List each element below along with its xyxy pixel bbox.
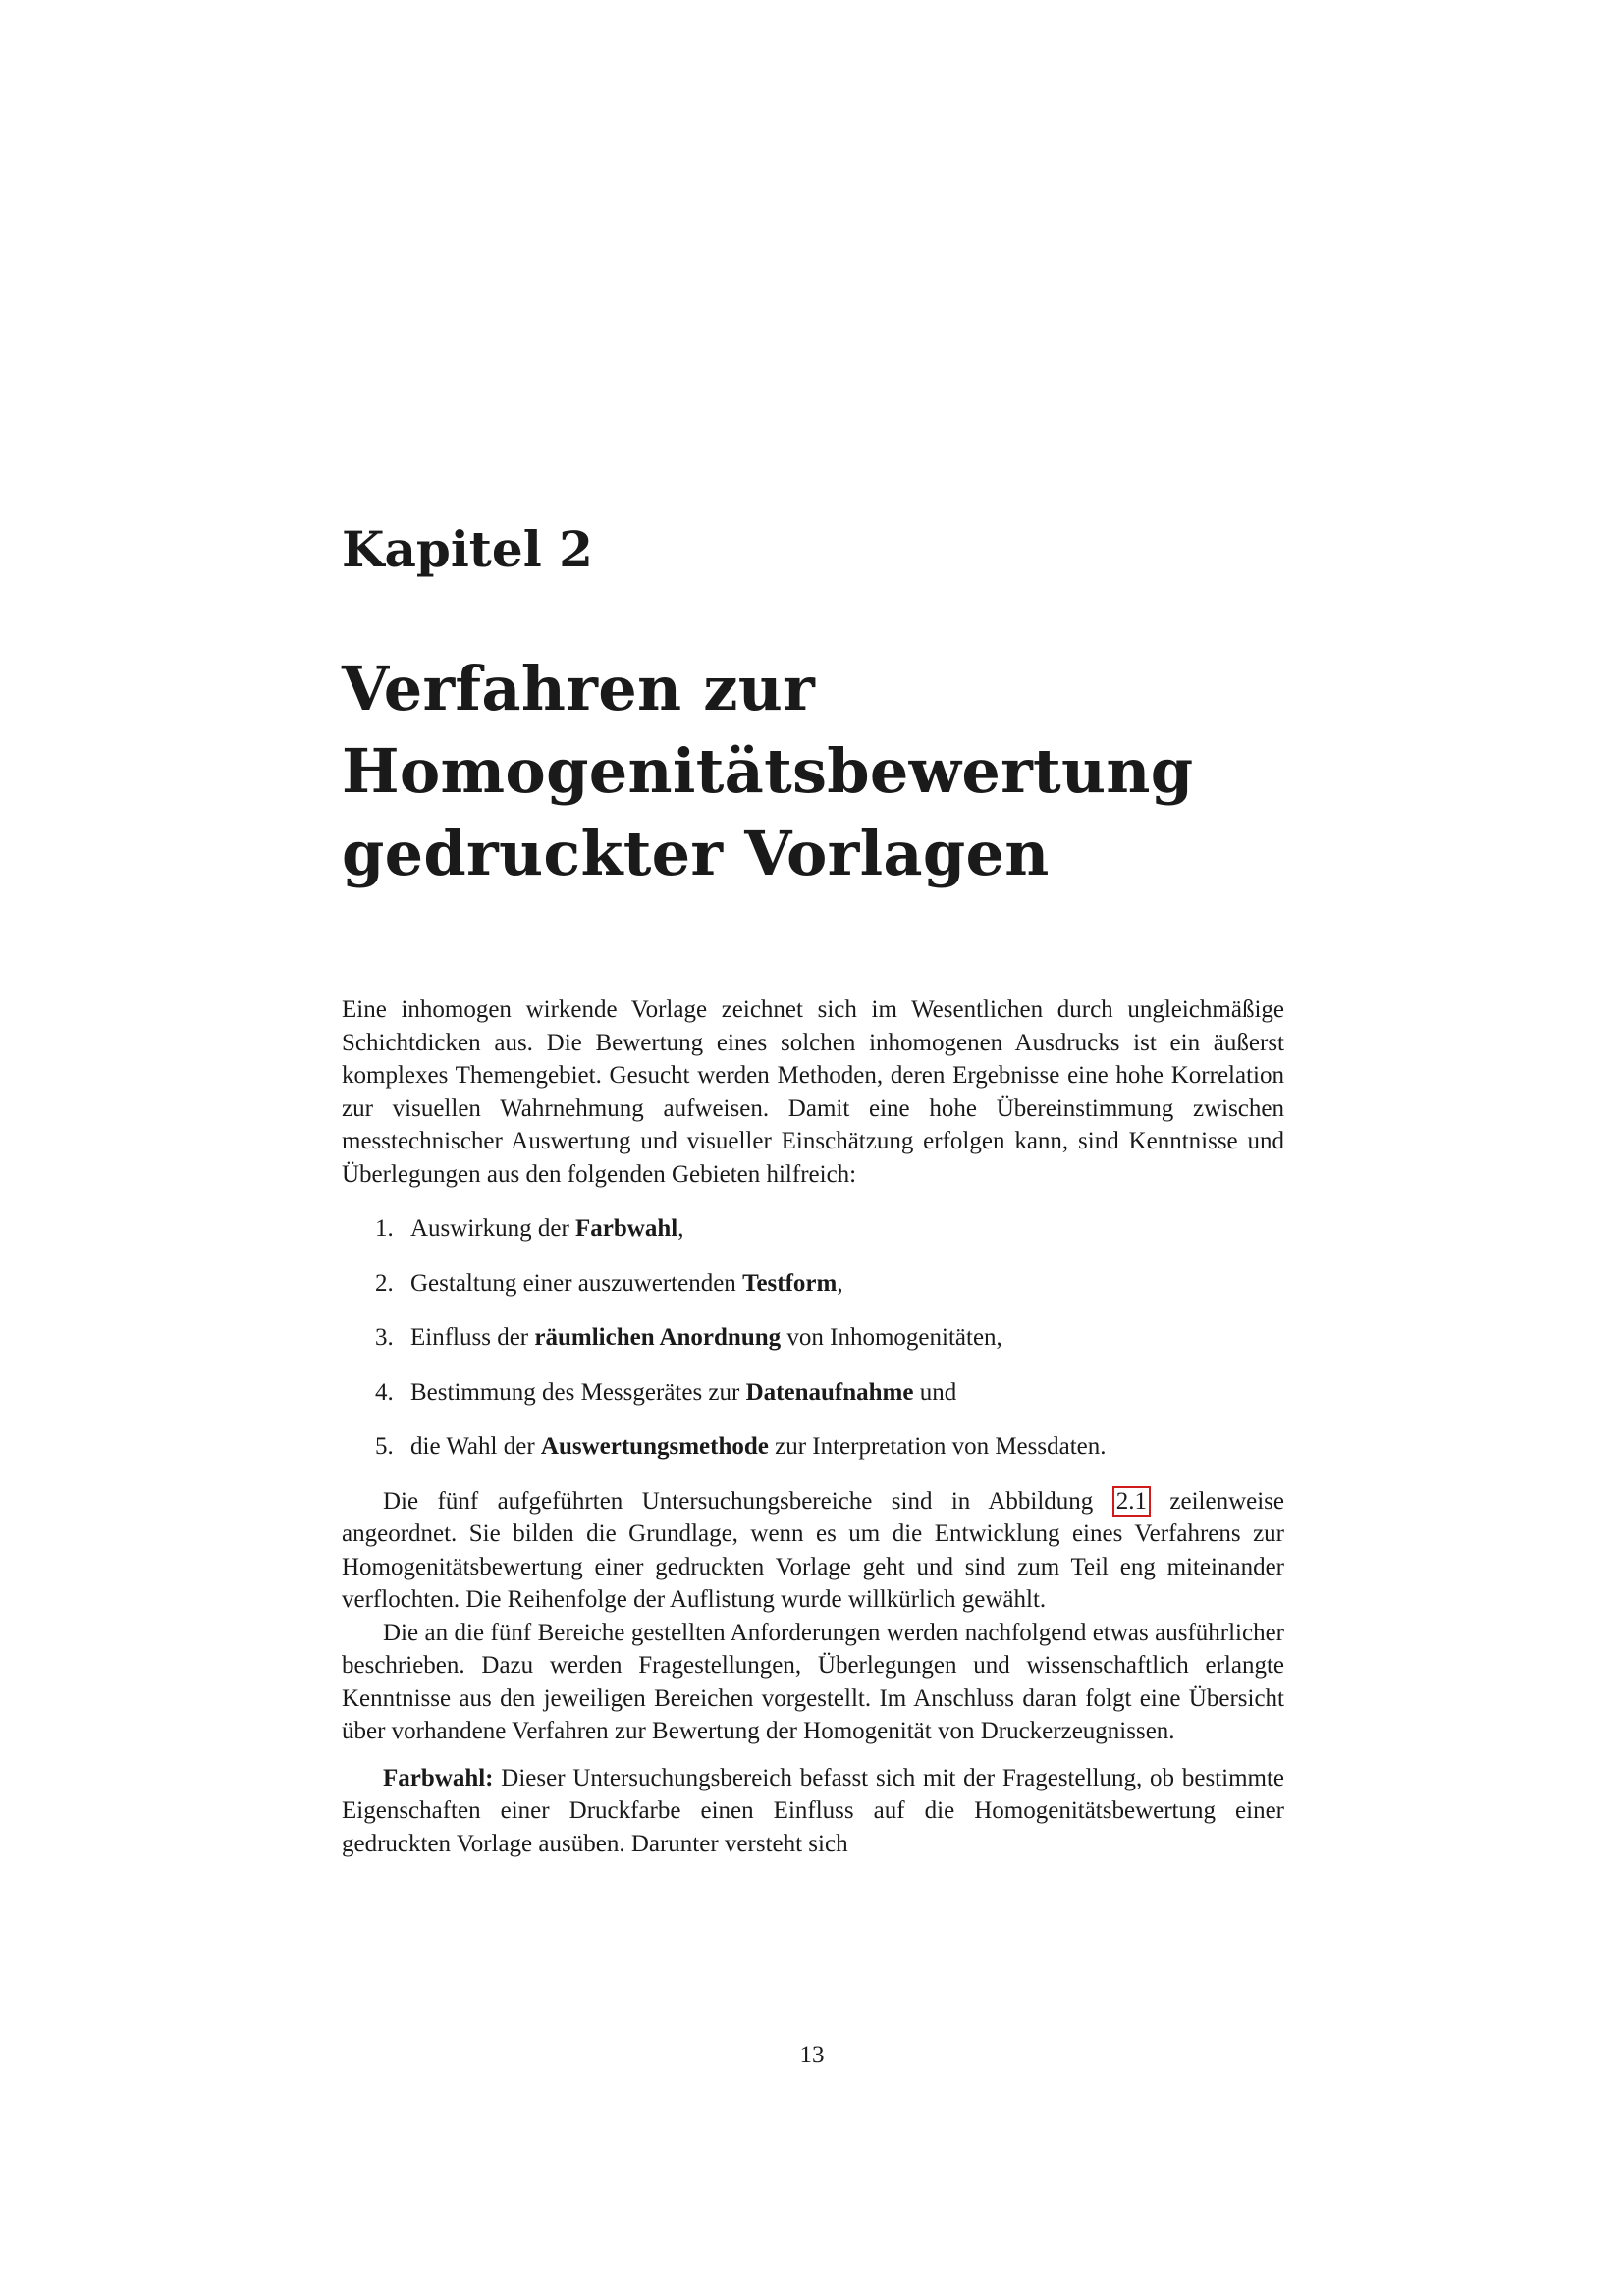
list-text: die Wahl der	[410, 1433, 541, 1460]
list-text: Gestaltung einer auszuwertenden	[410, 1269, 743, 1297]
page-number: 13	[799, 2042, 825, 2068]
list-text-after: zur Interpretation von Messdaten.	[768, 1433, 1107, 1460]
page-content	[342, 520, 1284, 1860]
list-text: Auswirkung der	[410, 1215, 576, 1242]
paragraph-text: Dieser Untersuchungsbereich befasst sich mit der Fragestellung, ob bestimmte Eigenschaften einer Druckfarbe einen Einfluss auf die Homogenitätsbewertung einer gedruckten Vorlage ausüben. Darunter versteht sich	[342, 1764, 1284, 1857]
list-keyword: Testform	[742, 1269, 838, 1297]
paragraph-farbwahl	[342, 1762, 1284, 1861]
list-item	[342, 1212, 1284, 1246]
chapter-label: Kapitel 2	[342, 520, 593, 578]
list-number: 4.	[375, 1378, 394, 1406]
list-item	[342, 1376, 1284, 1410]
list-keyword: Datenaufnahme	[745, 1378, 914, 1406]
chapter-title-line-2: Homogenitätsbewertung	[342, 735, 1194, 807]
list-number: 3.	[375, 1324, 394, 1351]
list-number: 2.	[375, 1269, 394, 1297]
chapter-title-line-3: gedruckter Vorlagen	[342, 818, 1050, 889]
intro-paragraph: Eine inhomogen wirkende Vorlage zeichnet sich im Wesentlichen durch ungleichmäßige Schichtdicken aus. Die Bewertung eines solchen inhomogenen Ausdrucks ist ein äußerst komplexes Themengebiet. Gesucht werden Methoden, deren Ergebnisse eine hohe Korrelation zur visuellen Wahrnehmung aufweisen. Damit eine hohe Übereinstimmung zwischen messtechnischer Auswertung und visueller Einschätzung erfolgen kann, sind Kenntnisse und Überlegungen aus den folgenden Gebieten hilfreich:	[342, 996, 1284, 1188]
paragraph-text: Die fünf aufgeführten Untersuchungsbereiche sind in Abbildung	[383, 1487, 1112, 1515]
investigation-areas-list	[342, 1212, 1284, 1464]
figure-reference-link[interactable]: 2.1	[1112, 1486, 1151, 1517]
list-text: Einfluss der	[410, 1324, 535, 1351]
list-text-after: ,	[837, 1269, 843, 1297]
list-keyword: räumlichen Anordnung	[534, 1324, 782, 1351]
list-text: Bestimmung des Messgerätes zur	[410, 1378, 746, 1406]
list-number: 5.	[375, 1433, 394, 1460]
paragraph-requirements: Die an die fünf Bereiche gestellten Anforderungen werden nachfolgend etwas ausführlicher beschrieben. Dazu werden Fragestellungen, Überlegungen und wissenschaftlich erlangte Kenntnisse aus den jeweiligen Bereichen vorgestellt. Im Anschluss daran folgt eine Übersicht über vorhandene Verfahren zur Bewertung der Homogenität von Druckerzeugnissen.	[342, 1619, 1284, 1744]
paragraph-overview	[342, 1485, 1284, 1617]
list-item	[342, 1430, 1284, 1464]
farbwahl-heading: Farbwahl:	[383, 1764, 494, 1791]
list-item	[342, 1321, 1284, 1355]
list-text-after: von Inhomogenitäten,	[781, 1324, 1002, 1351]
chapter-title	[342, 648, 1284, 895]
list-text-after: und	[913, 1378, 957, 1406]
list-number: 1.	[375, 1215, 394, 1242]
list-keyword: Auswertungsmethode	[540, 1433, 769, 1460]
chapter-title-line-1: Verfahren zur	[342, 653, 816, 724]
list-item	[342, 1267, 1284, 1301]
list-keyword: Farbwahl	[575, 1215, 678, 1242]
paragraph-text-after: zeilenweise angeordnet. Sie bilden die Grundlage, wenn es um die Entwicklung eines Verfahrens zur Homogenitätsbewertung einer gedruckten Vorlage geht und sind zum Teil eng miteinander verflochten. Die Reihenfolge der Auflistung wurde willkürlich gewählt.	[342, 1487, 1284, 1613]
list-text-after: ,	[677, 1215, 684, 1242]
